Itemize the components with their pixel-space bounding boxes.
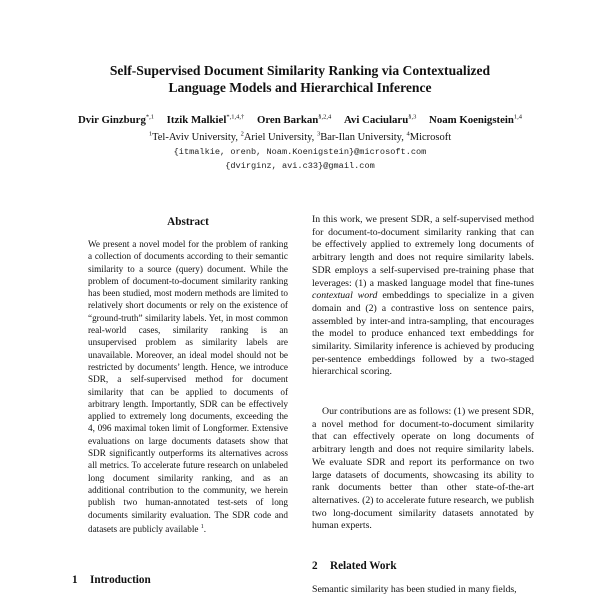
author: Noam Koenigstein$^{1,4}$ — [429, 113, 523, 126]
author-list — [30, 110, 570, 127]
body-paragraph: Our contributions are as follows: (1) we present SDR, a novel method for document-to-document similarity that can effectively operate on long documents of arbitrary length and does not require similarity labels. We evaluate SDR and report its performance on two large datasets of documents, showcasing its ability to rank documents better than other state-of-the-art alternatives. (2) to accelerate future research, we publish two long-document similarity datasets annotated by human experts. — [312, 406, 534, 532]
footnote-mark[interactable]: 1 — [200, 523, 204, 530]
author: Avi Caciularu$^{\S,3}$ — [343, 113, 417, 126]
author: Oren Barkan$^{\S,2,4}$ — [256, 113, 332, 126]
email-line: {dvirginz, avi.c33}@gmail.com — [225, 161, 375, 171]
paper-title — [60, 62, 540, 96]
body-paragraph: Semantic similarity has been studied in many fields, — [312, 584, 517, 595]
affiliation: $^3$Bar-Ilan University, — [316, 130, 407, 143]
affiliation: $^1$Tel-Aviv University, — [148, 130, 241, 143]
author: Itzik Malkiel$^{*,1,4,\dagger}$ — [166, 113, 245, 126]
affiliation: $^4$Microsoft — [406, 130, 452, 143]
author: Dvir Ginzburg$^{*,1}$ — [77, 113, 154, 126]
title-line-1: Self-Supervised Document Similarity Ranking via Contextualized — [109, 63, 491, 78]
affiliations — [30, 127, 570, 145]
email-line: {itmalkie, orenb, Noam.Koenigstein}@microsoft.com — [173, 147, 427, 157]
title-line-2: Language Models and Hierarchical Inference — [168, 80, 432, 95]
section-heading-introduction: 1 Introduction — [72, 574, 151, 586]
abstract-heading: Abstract — [167, 216, 209, 228]
section-heading-related-work: 2 Related Work — [312, 560, 397, 572]
affiliation: $^2$Ariel University, — [240, 130, 317, 143]
abstract-body: We present a novel model for the problem of ranking a collection of documents according to their semantic similarity to a source (query) document. While the problem of document-to-document similarity ranking has been studied, most modern methods are limited to relatively short documents or rely on the existence of “ground-truth” similarity labels. Yet, in most common real-world cases, similarity ranking is an unsupervised problem as similarity labels are unavailable. Moreover, an ideal model should not be restricted by documents’ length. Hence, we introduce SDR, a self-supervised method for document similarity that can be applied to documents of arbitrary length. Importantly, SDR can be effectively applied to extremely long documents, exceeding the 4, 096 maximal token limit of Longformer. Extensive evaluations on large documents datasets show that SDR significantly outperforms its alternatives across all metrics. To accelerate future research on unlabeled long document similarity ranking, and as an additional contribution to the community, we herein publish two human-annotated test-sets of long documents similarity evaluation. The SDR code and datasets are publicly available $^1$. — [88, 239, 288, 534]
body-paragraph: In this work, we present SDR, a self-supervised method for document-to-document similarity ranking that can be effectively applied to extremely long documents of arbitrary length and does not require similarity labels. SDR employs a self-supervised pre-training phase that leverages: (1) a masked language model that fine-tunes contextual word embeddings to specialize in a given domain and (2) a contrastive loss on sentence pairs, assembled by inter-and intra-sampling, that encourages the model to produce enhanced text embeddings for similarity. Similarity inference is achieved by producing per-sentence embeddings followed by a two-staged hierarchical scoring. — [312, 214, 534, 378]
